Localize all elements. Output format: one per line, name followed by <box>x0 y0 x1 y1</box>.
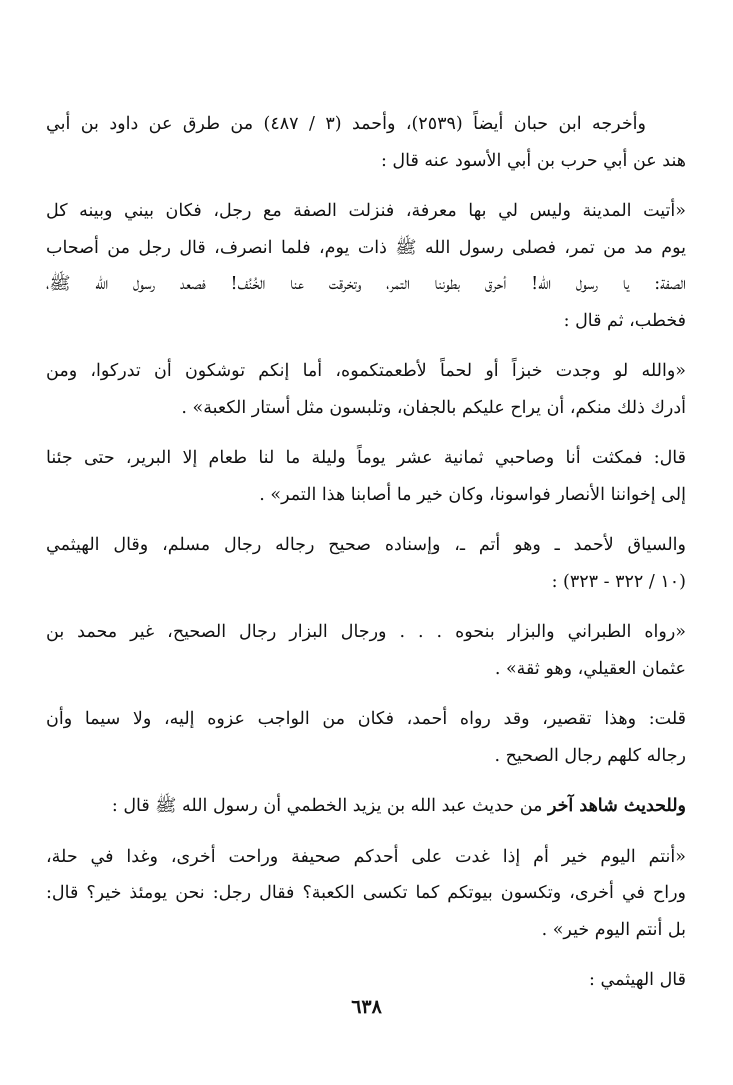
page-number: ٦٣٨ <box>351 996 382 1018</box>
paragraph-9-quote <box>46 839 686 949</box>
text-line: الصفة: يا رسول الله! أحرق بطوننا التمر، وتخرقت عنا الخُنُف! فصعد رسول الله ﷺ، <box>46 274 686 294</box>
text-line: «أتيت المدينة وليس لي بها معرفة، فنزلت الصفة مع رجل، فكان بيني وبينه كل <box>46 201 686 221</box>
paragraph-1 <box>46 106 686 179</box>
text-line: رجاله كلهم رجال الصحيح . <box>494 745 686 766</box>
text-line: «رواه الطبراني والبزار بنحوه . . . ورجال البزار رجال الصحيح، غير محمد بن <box>46 622 686 642</box>
text-line: (١٠ / ٣٢٢ - ٣٢٣) : <box>551 571 686 592</box>
paragraph-6-quote <box>46 614 686 687</box>
text-line <box>46 788 686 825</box>
text-line: وراح في أخرى، وتكسون بيوتكم كما تكسى الكعبة؟ فقال رجل: نحن يومئذ خير؟ قال: <box>46 883 686 903</box>
paragraph-5 <box>46 527 686 600</box>
text-line: بل أنتم اليوم خير» . <box>541 919 686 940</box>
paragraph-2-quote <box>46 193 686 339</box>
text-line: فخطب، ثم قال : <box>563 310 686 331</box>
paragraph-10 <box>46 962 686 999</box>
paragraph-4 <box>46 440 686 513</box>
text-line: قال الهيثمي : <box>589 970 686 990</box>
paragraph-7 <box>46 701 686 774</box>
text-line: إلى إخواننا الأنصار فواسونا، وكان خير ما أصابنا هذا التمر» . <box>259 484 686 505</box>
text-line: يوم مد من تمر، فصلى رسول الله ﷺ ذات يوم، فلما انصرف، قال رجل من أصحاب <box>46 237 686 258</box>
text-line: قال: فمكثت أنا وصاحبي ثمانية عشر يوماً وليلة ما لنا طعام إلا البرير، حتى جئنا <box>46 448 686 468</box>
paragraph-3-quote <box>46 353 686 426</box>
text-line: هند عن أبي حرب بن أبي الأسود عنه قال : <box>380 150 686 171</box>
text-line-rest: من حديث عبد الله بن يزيد الخطمي أن رسول الله ﷺ قال : <box>111 796 548 816</box>
text-line: عثمان العقيلي، وهو ثقة» . <box>494 658 686 679</box>
text-line: قلت: وهذا تقصير، وقد رواه أحمد، فكان من الواجب عزوه إليه، ولا سيما وأن <box>46 709 686 729</box>
body-text <box>46 106 686 1013</box>
bold-lead-text: وللحديث شاهد آخر <box>547 796 686 816</box>
text-line: والسياق لأحمد ـ وهو أتم ـ، وإسناده صحيح رجاله رجال مسلم، وقال الهيثمي <box>46 535 686 555</box>
text-line: «والله لو وجدت خبزاً أو لحماً لأطعمتكموه، أما إنكم توشكون أن تدركوا، ومن <box>46 361 686 381</box>
paragraph-8 <box>46 788 686 825</box>
text-line: «أنتم اليوم خير أم إذا غدت على أحدكم صحيفة وراحت أخرى، وغدا في حلة، <box>46 846 686 867</box>
text-line: وأخرجه ابن حبان أيضاً (٢٥٣٩)، وأحمد (٣ / ٤٨٧) من طرق عن داود بن أبي <box>46 114 646 134</box>
text-line: أدرك ذلك منكم، أن يراح عليكم بالجفان، وتلبسون مثل أستار الكعبة» . <box>181 397 686 418</box>
